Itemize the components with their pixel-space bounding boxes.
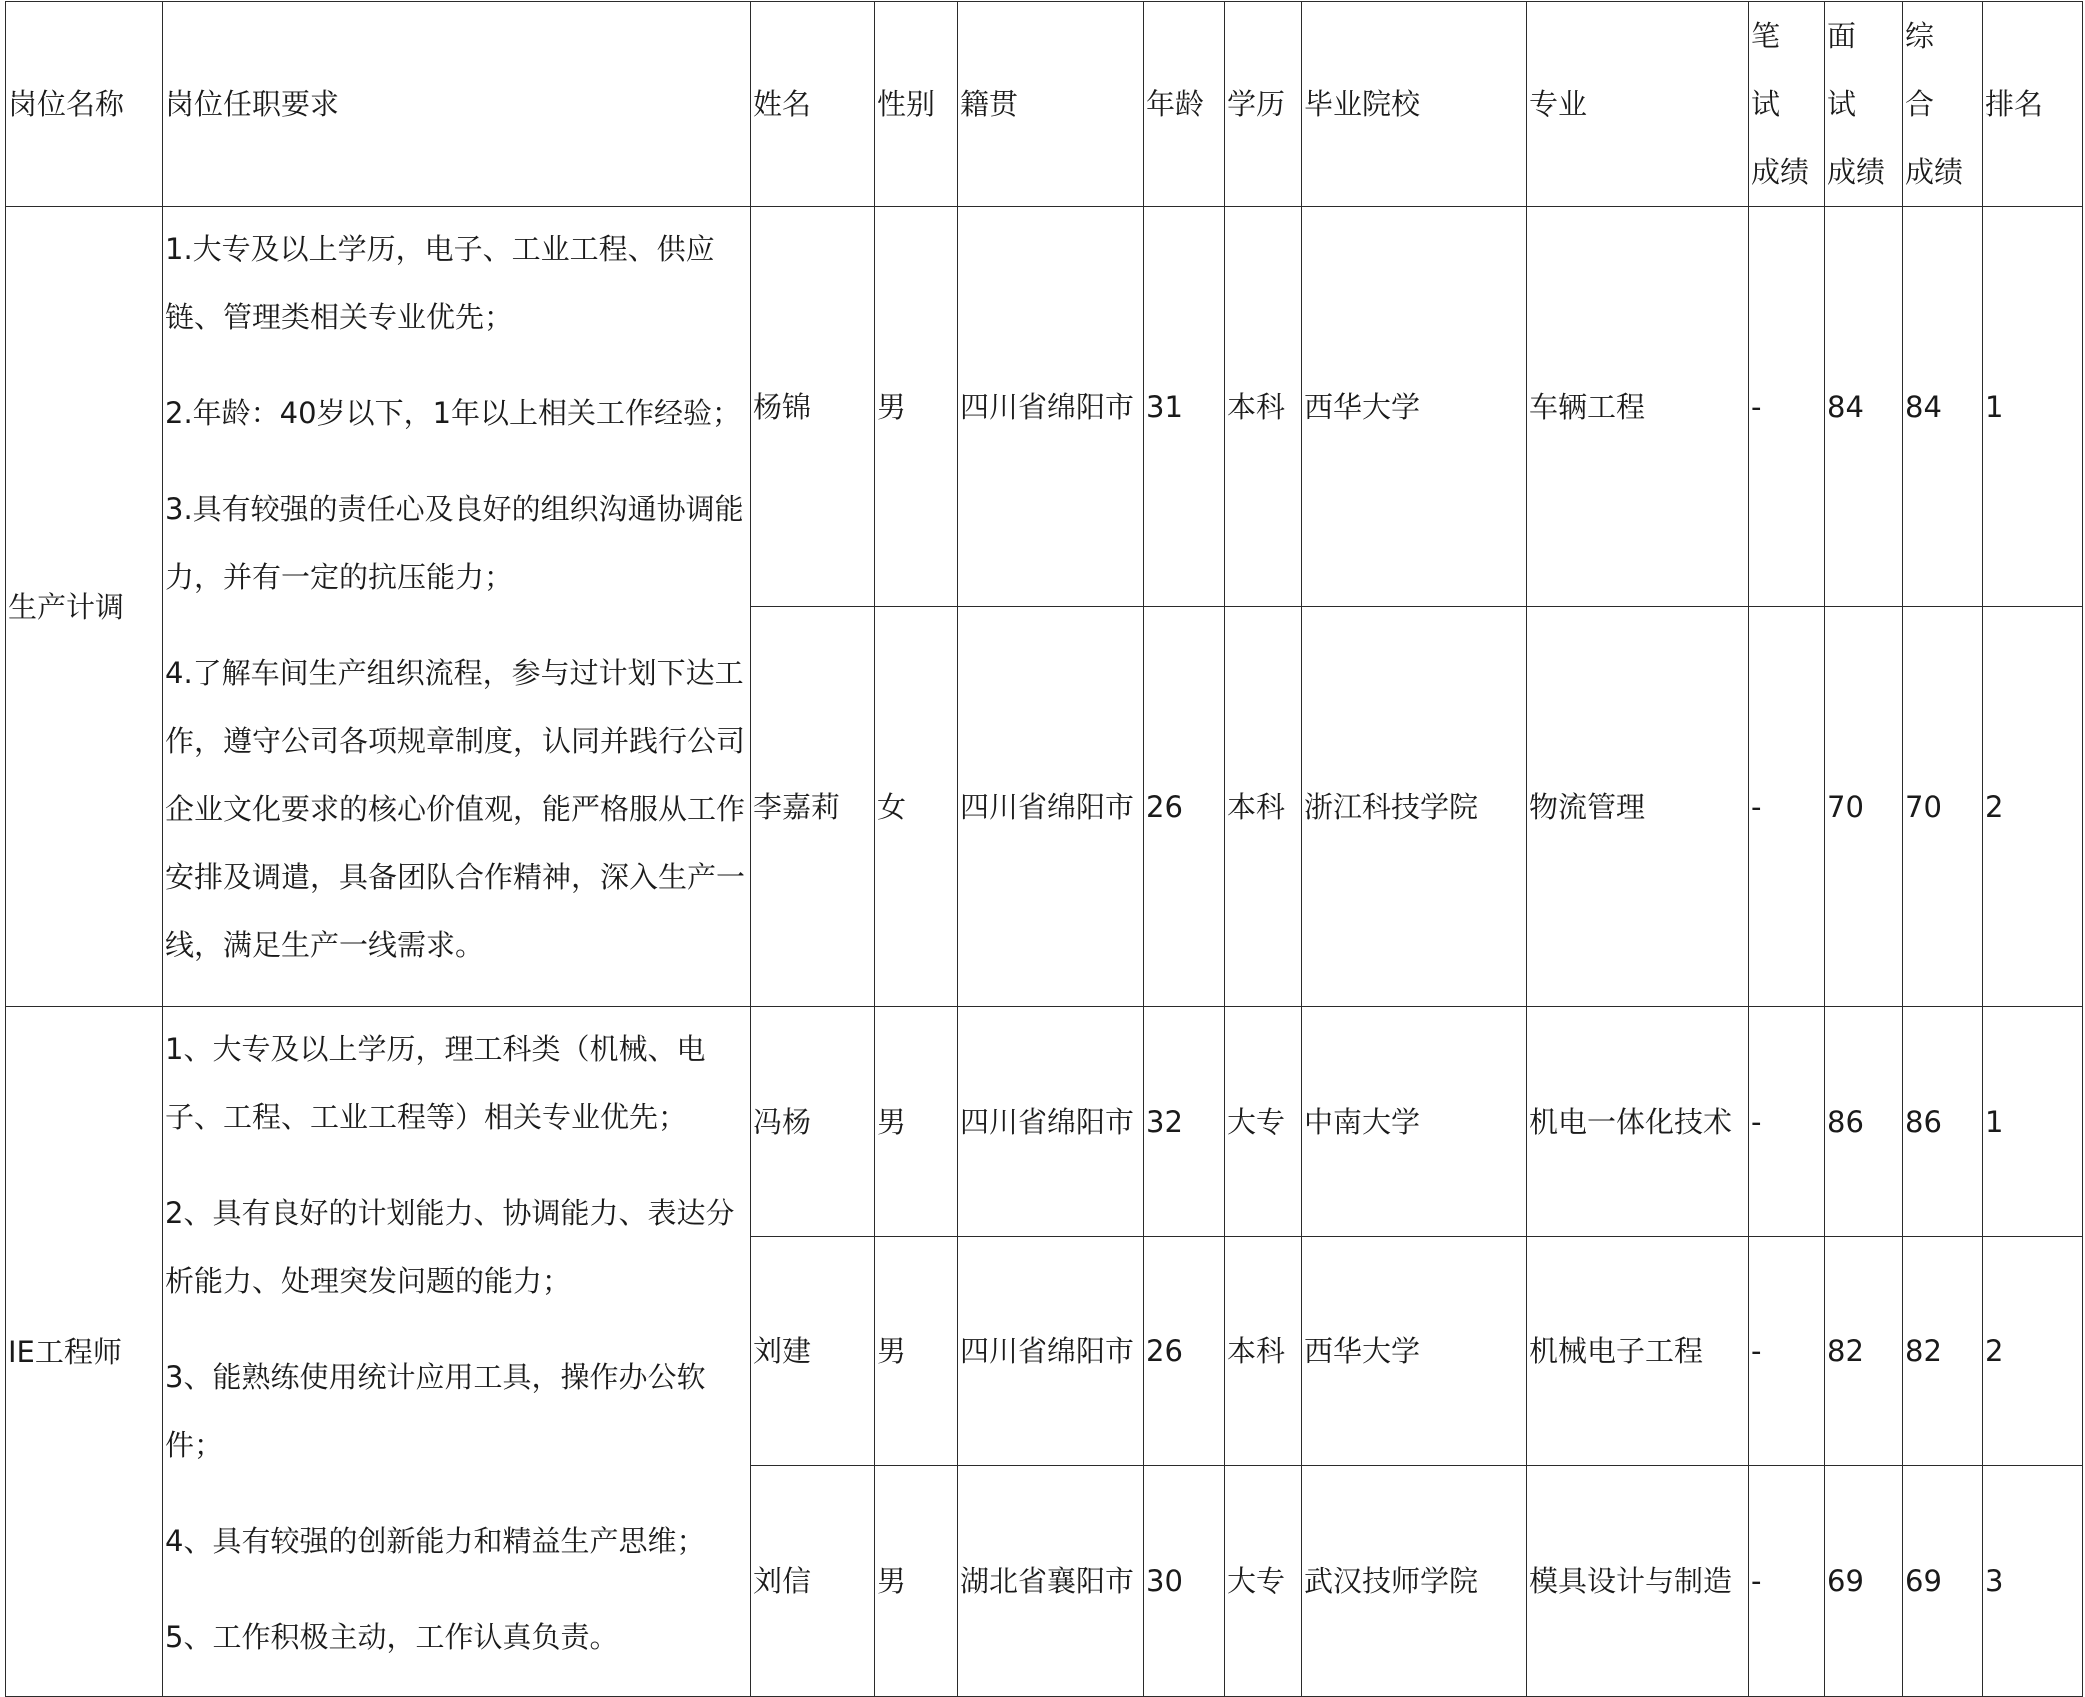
candidate-age: 26 — [1144, 607, 1225, 1007]
candidate-origin: 四川省绵阳市 — [958, 607, 1144, 1007]
candidate-table — [5, 1, 2083, 1697]
candidate-rank: 3 — [1983, 1466, 2083, 1697]
candidate-origin: 湖北省襄阳市 — [958, 1466, 1144, 1697]
header-origin: 籍贯 — [958, 2, 1144, 207]
candidate-written-score: - — [1749, 207, 1825, 607]
candidate-school: 中南大学 — [1302, 1007, 1527, 1237]
candidate-written-score: - — [1749, 1007, 1825, 1237]
candidate-gender: 男 — [875, 1466, 958, 1697]
candidate-written-score: - — [1749, 607, 1825, 1007]
candidate-written-score: - — [1749, 1237, 1825, 1466]
header-interview-score — [1825, 2, 1903, 207]
header-education: 学历 — [1225, 2, 1302, 207]
header-written-line1: 笔 试 — [1751, 19, 1810, 121]
candidate-composite-score: 70 — [1903, 607, 1983, 1007]
candidate-major: 机电一体化技术 — [1527, 1007, 1749, 1237]
candidate-gender: 男 — [875, 1007, 958, 1237]
header-age: 年龄 — [1144, 2, 1225, 207]
header-gender: 性别 — [875, 2, 958, 207]
position-cell: 生产计调 — [6, 207, 163, 1007]
candidate-written-score: - — [1749, 1466, 1825, 1697]
header-rank: 排名 — [1983, 2, 2083, 207]
candidate-age: 26 — [1144, 1237, 1225, 1466]
requirement-item: 1.大专及以上学历，电子、工业工程、供应链、管理类相关专业优先； — [165, 232, 715, 334]
header-composite-line2: 成绩 — [1905, 155, 1964, 189]
candidate-major: 机械电子工程 — [1527, 1237, 1749, 1466]
header-name: 姓名 — [751, 2, 875, 207]
candidate-gender: 女 — [875, 607, 958, 1007]
requirement-item: 3.具有较强的责任心及良好的组织沟通协调能力，并有一定的抗压能力； — [165, 492, 744, 594]
header-position: 岗位名称 — [6, 2, 163, 207]
requirement-item: 3、能熟练使用统计应用工具，操作办公软件； — [165, 1360, 706, 1462]
requirement-item: 5、工作积极主动，工作认真负责。 — [165, 1620, 619, 1654]
candidate-gender: 男 — [875, 207, 958, 607]
candidate-education: 大专 — [1225, 1466, 1302, 1697]
header-written-line2: 成绩 — [1751, 155, 1810, 189]
candidate-rank: 1 — [1983, 207, 2083, 607]
header-row — [6, 2, 2083, 207]
candidate-major: 车辆工程 — [1527, 207, 1749, 607]
header-composite-line1: 综 合 — [1905, 19, 1964, 121]
candidate-major: 模具设计与制造 — [1527, 1466, 1749, 1697]
candidate-interview-score: 70 — [1825, 607, 1903, 1007]
candidate-interview-score: 84 — [1825, 207, 1903, 607]
requirement-item: 4、具有较强的创新能力和精益生产思维； — [165, 1524, 706, 1558]
candidate-interview-score: 86 — [1825, 1007, 1903, 1237]
table-row — [6, 1007, 2083, 1237]
candidate-age: 30 — [1144, 1466, 1225, 1697]
candidate-school: 西华大学 — [1302, 207, 1527, 607]
header-written-score — [1749, 2, 1825, 207]
requirements-cell — [163, 1007, 751, 1697]
candidate-education: 本科 — [1225, 607, 1302, 1007]
candidate-origin: 四川省绵阳市 — [958, 207, 1144, 607]
candidate-name: 刘信 — [751, 1466, 875, 1697]
candidate-name: 刘建 — [751, 1237, 875, 1466]
candidate-rank: 2 — [1983, 607, 2083, 1007]
candidate-age: 31 — [1144, 207, 1225, 607]
candidate-education: 大专 — [1225, 1007, 1302, 1237]
candidate-origin: 四川省绵阳市 — [958, 1237, 1144, 1466]
candidate-name: 杨锦 — [751, 207, 875, 607]
candidate-rank: 1 — [1983, 1007, 2083, 1237]
candidate-name: 李嘉莉 — [751, 607, 875, 1007]
candidate-school: 武汉技师学院 — [1302, 1466, 1527, 1697]
candidate-composite-score: 82 — [1903, 1237, 1983, 1466]
requirement-item: 4.了解车间生产组织流程，参与过计划下达工作，遵守公司各项规章制度，认同并践行公司企业文化要求的核心价值观，能严格服从工作安排及调遣，具备团队合作精神，深入生产一线，满足生产一线需求。 — [165, 656, 746, 962]
candidate-interview-score: 82 — [1825, 1237, 1903, 1466]
candidate-name: 冯杨 — [751, 1007, 875, 1237]
header-school: 毕业院校 — [1302, 2, 1527, 207]
candidate-composite-score: 69 — [1903, 1466, 1983, 1697]
requirement-item: 2、具有良好的计划能力、协调能力、表达分析能力、处理突发问题的能力； — [165, 1196, 735, 1298]
candidate-composite-score: 84 — [1903, 207, 1983, 607]
header-interview-line1: 面 试 — [1827, 19, 1886, 121]
header-composite-score — [1903, 2, 1983, 207]
candidate-education: 本科 — [1225, 1237, 1302, 1466]
requirement-item: 2.年龄：40岁以下，1年以上相关工作经验； — [165, 396, 742, 430]
candidate-age: 32 — [1144, 1007, 1225, 1237]
candidate-interview-score: 69 — [1825, 1466, 1903, 1697]
candidate-origin: 四川省绵阳市 — [958, 1007, 1144, 1237]
requirement-item: 1、大专及以上学历，理工科类（机械、电子、工程、工业工程等）相关专业优先； — [165, 1032, 706, 1134]
candidate-education: 本科 — [1225, 207, 1302, 607]
candidate-school: 浙江科技学院 — [1302, 607, 1527, 1007]
candidate-rank: 2 — [1983, 1237, 2083, 1466]
header-requirements: 岗位任职要求 — [163, 2, 751, 207]
table-row — [6, 207, 2083, 607]
candidate-gender: 男 — [875, 1237, 958, 1466]
header-interview-line2: 成绩 — [1827, 155, 1886, 189]
position-cell: IE工程师 — [6, 1007, 163, 1697]
candidate-composite-score: 86 — [1903, 1007, 1983, 1237]
candidate-school: 西华大学 — [1302, 1237, 1527, 1466]
requirements-cell — [163, 207, 751, 1007]
header-major: 专业 — [1527, 2, 1749, 207]
candidate-major: 物流管理 — [1527, 607, 1749, 1007]
